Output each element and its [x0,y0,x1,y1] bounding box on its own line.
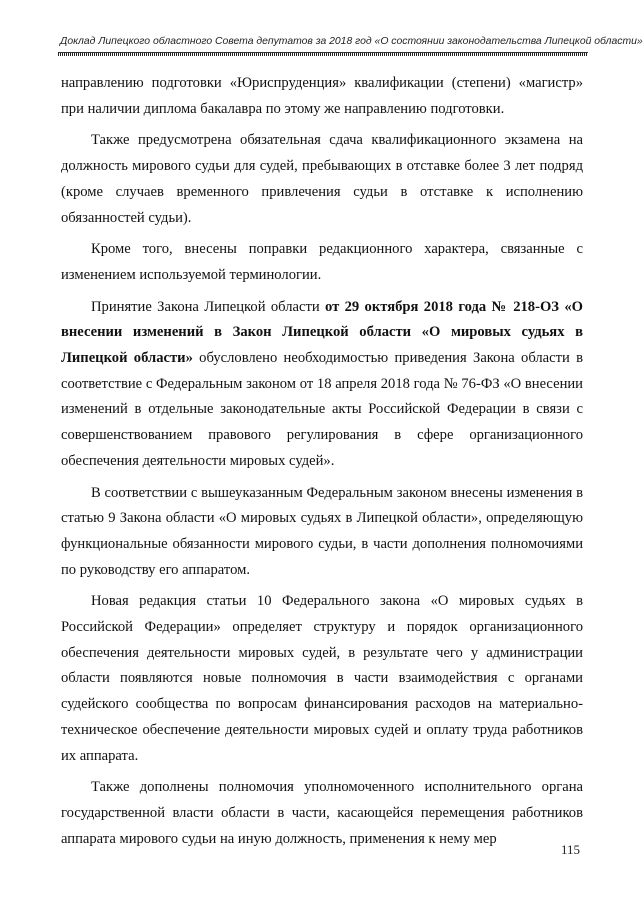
paragraph-7: Также дополнены полномочия уполномоченного исполнительного органа государственной власти области в части, касающейся перемещения работников аппарата мирового судьи на иную должность, применения к нему мер [61,779,583,847]
body-text [61,71,583,852]
running-header: Доклад Липецкого областного Совета депутатов за 2018 год «О состоянии законодательства Липецкой области» [60,36,643,47]
paragraph-4-end: обусловлено необходимостью приведения Закона области в соответствие с Федеральным законом от 18 апреля 2018 года № 76-ФЗ «О внесении изменений в отдельные законодательные акты Российской Федерации в связи с совершенствованием правового регулирования в сфере организационного обеспечения деятельности мировых судей». [61,350,583,469]
paragraph-6: Новая редакция статьи 10 Федерального закона «О мировых судьях в Российской Федерации» определяет структуру и порядок организационного обеспечения деятельности мировых судей, в результате чего у администрации области появляются новые полномочия в части взаимодействия с органами судейского сообщества по вопросам финансирования расходов на материально-техническое обеспечение деятельности мировых судей и оплату труда работников их аппарата. [61,593,583,764]
law-title-bold: от 29 октября 2018 года № 218-ОЗ «О внесении изменений в Закон Липецкой области «О мировых судьях в Липецкой области» [61,298,583,367]
header-rule [58,52,588,56]
paragraph-2: Также предусмотрена обязательная сдача квалификационного экзамена на должность мирового судьи для судей, пребывающих в отставке более 3 лет подряд (кроме случаев временного привлечения судьи в отставке к исполнению обязанностей судьи). [61,132,583,226]
paragraph-4-start: Принятие Закона Липецкой области [91,298,325,315]
paragraph-3: Кроме того, внесены поправки редакционного характера, связанные с изменением используемой терминологии. [61,241,583,283]
paragraph-5: В соответствии с вышеуказанным Федеральным законом внесены изменения в статью 9 Закона области «О мировых судьях в Липецкой области», определяющую функциональные обязанности мирового судьи, в части дополнения полномочиями по руководству его аппаратом. [61,484,583,578]
paragraph-1: направлению подготовки «Юриспруденция» квалификации (степени) «магистр» при наличии диплома бакалавра по этому же направлению подготовки. [61,75,583,117]
page-number: 115 [560,842,580,857]
paragraph-4 [61,295,583,475]
